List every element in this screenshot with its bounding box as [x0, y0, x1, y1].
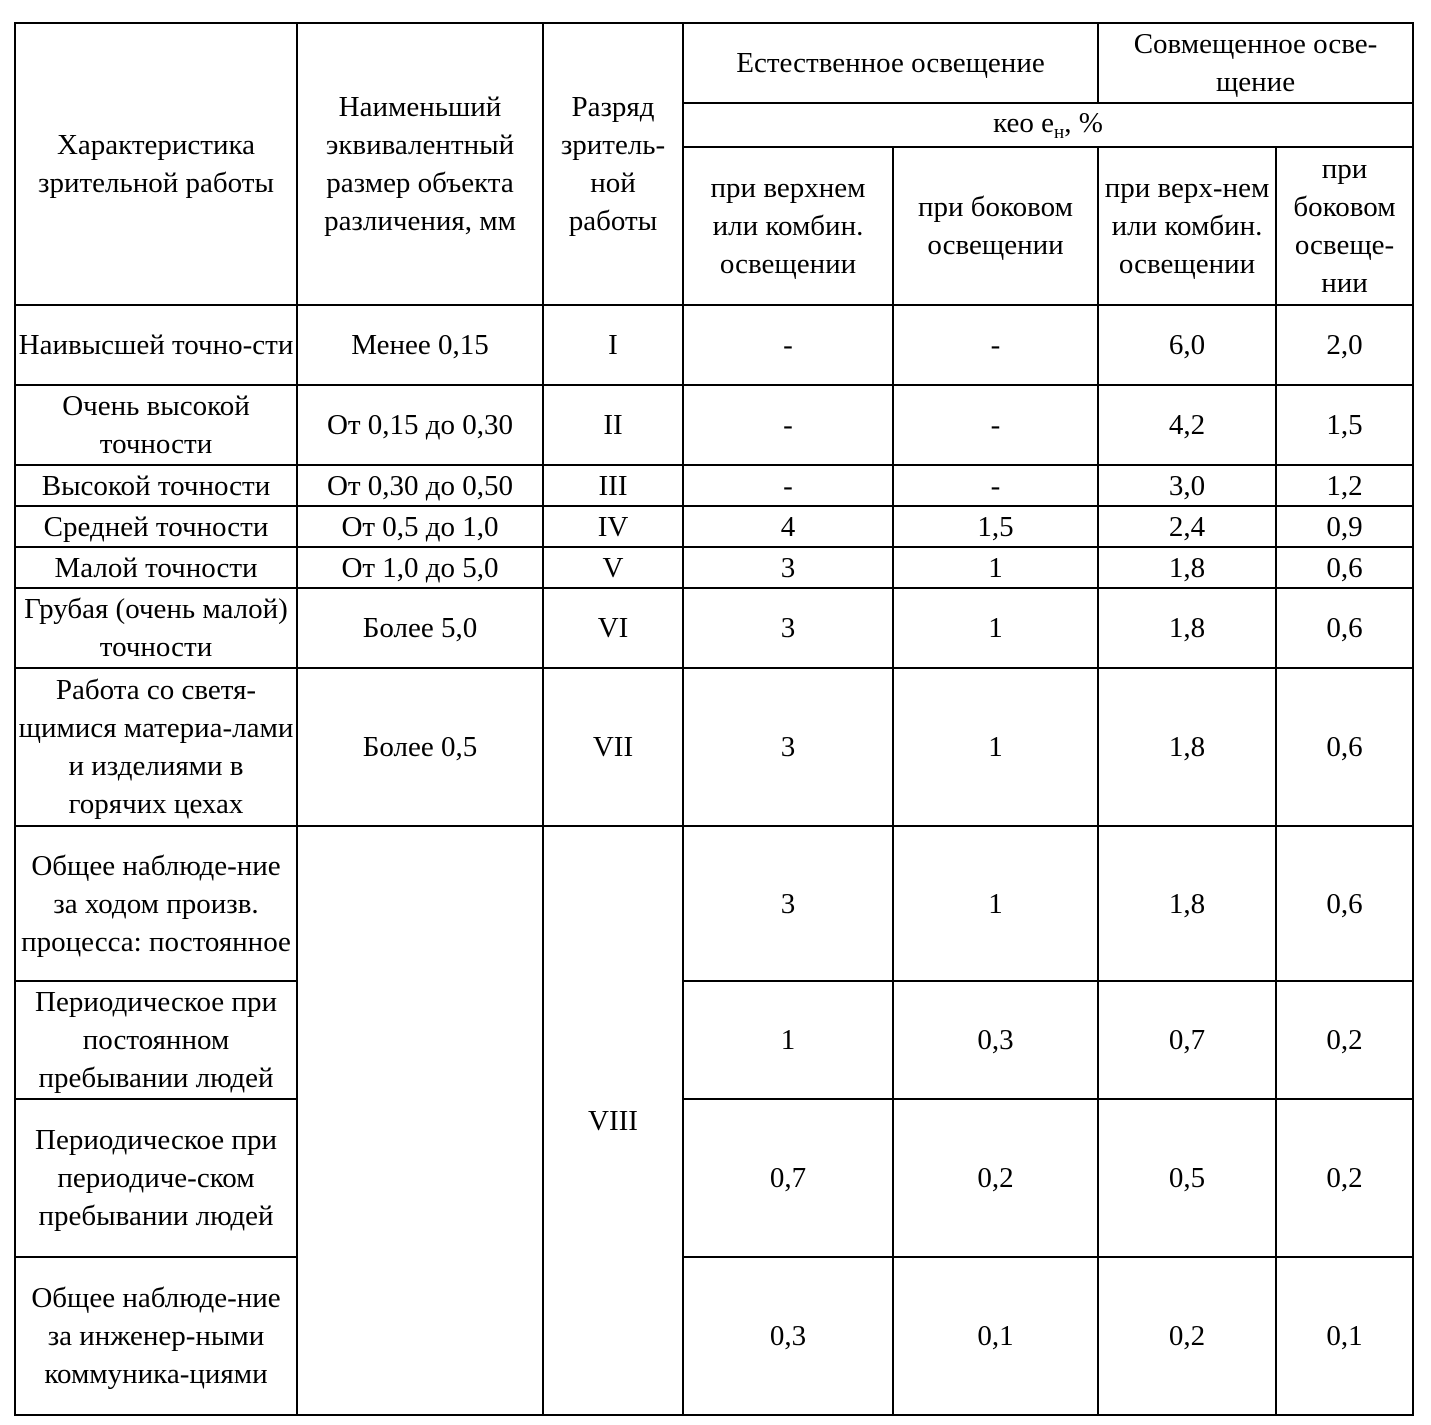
cell-natural-top: - — [683, 465, 893, 506]
cell-combined-side: 0,6 — [1276, 547, 1413, 588]
cell-characteristic: Периодическое при постоянном пребывании людей — [15, 981, 297, 1099]
cell-min-size: От 1,0 до 5,0 — [297, 547, 543, 588]
header-category: Разряд зритель-ной работы — [543, 23, 683, 305]
cell-characteristic: Работа со светя-щимися материа-лами и изделиями в горячих цехах — [15, 668, 297, 826]
table-row — [15, 305, 1413, 385]
cell-natural-top: 1 — [683, 981, 893, 1099]
cell-natural-top: 3 — [683, 588, 893, 668]
cell-combined-side: 0,1 — [1276, 1257, 1413, 1415]
header-combined-side: при боковом освеще-нии — [1276, 147, 1413, 305]
cell-combined-side: 0,2 — [1276, 1099, 1413, 1257]
cell-category: VIII — [543, 826, 683, 1415]
table-row — [15, 506, 1413, 547]
keo-subscript: н — [1054, 122, 1065, 143]
cell-natural-side: 0,3 — [893, 981, 1098, 1099]
table-row — [15, 981, 1413, 1099]
cell-characteristic: Высокой точности — [15, 465, 297, 506]
keo-prefix: кео e — [993, 107, 1055, 139]
cell-natural-side: 1 — [893, 668, 1098, 826]
cell-min-size: Более 0,5 — [297, 668, 543, 826]
header-natural-side: при боковом освещении — [893, 147, 1098, 305]
cell-combined-top: 0,2 — [1098, 1257, 1276, 1415]
cell-combined-top: 4,2 — [1098, 385, 1276, 465]
cell-natural-top: 4 — [683, 506, 893, 547]
table-row — [15, 465, 1413, 506]
table-row — [15, 385, 1413, 465]
cell-natural-top: 3 — [683, 668, 893, 826]
cell-min-size: Менее 0,15 — [297, 305, 543, 385]
cell-combined-side: 0,6 — [1276, 826, 1413, 981]
cell-category: VI — [543, 588, 683, 668]
cell-combined-top: 0,7 — [1098, 981, 1276, 1099]
header-natural-lighting: Естественное освещение — [683, 23, 1098, 103]
cell-natural-side: 0,2 — [893, 1099, 1098, 1257]
header-combined-top: при верх-нем или комбин. освещении — [1098, 147, 1276, 305]
cell-natural-side: - — [893, 465, 1098, 506]
cell-combined-top: 3,0 — [1098, 465, 1276, 506]
cell-characteristic: Периодическое при периодиче-ском пребывании людей — [15, 1099, 297, 1257]
cell-natural-top: 0,7 — [683, 1099, 893, 1257]
cell-characteristic: Средней точности — [15, 506, 297, 547]
cell-min-size: От 0,5 до 1,0 — [297, 506, 543, 547]
cell-combined-side: 0,9 — [1276, 506, 1413, 547]
illumination-norms-table — [14, 22, 1414, 1416]
cell-combined-side: 0,2 — [1276, 981, 1413, 1099]
cell-natural-side: 0,1 — [893, 1257, 1098, 1415]
table-row — [15, 1257, 1413, 1415]
cell-combined-top: 1,8 — [1098, 547, 1276, 588]
cell-combined-top: 2,4 — [1098, 506, 1276, 547]
cell-characteristic: Грубая (очень малой) точности — [15, 588, 297, 668]
cell-combined-top: 0,5 — [1098, 1099, 1276, 1257]
cell-combined-side: 0,6 — [1276, 668, 1413, 826]
cell-category: V — [543, 547, 683, 588]
cell-combined-side: 1,2 — [1276, 465, 1413, 506]
cell-characteristic: Общее наблюде-ние за ходом произв. процесса: постоянное — [15, 826, 297, 981]
cell-category: VII — [543, 668, 683, 826]
cell-category: I — [543, 305, 683, 385]
table-row — [15, 1099, 1413, 1257]
cell-natural-top: 3 — [683, 826, 893, 981]
cell-category: IV — [543, 506, 683, 547]
cell-min-size: От 0,15 до 0,30 — [297, 385, 543, 465]
cell-combined-top: 6,0 — [1098, 305, 1276, 385]
cell-category: II — [543, 385, 683, 465]
table-row — [15, 668, 1413, 826]
cell-natural-top: 3 — [683, 547, 893, 588]
cell-natural-side: - — [893, 385, 1098, 465]
header-characteristic: Характеристика зрительной работы — [15, 23, 297, 305]
cell-min-size — [297, 826, 543, 1415]
table-row — [15, 826, 1413, 981]
cell-natural-side: 1 — [893, 588, 1098, 668]
cell-combined-top: 1,8 — [1098, 588, 1276, 668]
cell-natural-side: - — [893, 305, 1098, 385]
cell-characteristic: Общее наблюде-ние за инженер-ными коммуника-циями — [15, 1257, 297, 1415]
cell-natural-side: 1,5 — [893, 506, 1098, 547]
header-natural-top: при верхнем или комбин. освещении — [683, 147, 893, 305]
cell-characteristic: Наивысшей точно-сти — [15, 305, 297, 385]
table-row — [15, 588, 1413, 668]
keo-suffix: , % — [1064, 107, 1103, 139]
cell-natural-top: - — [683, 305, 893, 385]
cell-min-size: Более 5,0 — [297, 588, 543, 668]
table-row — [15, 547, 1413, 588]
cell-min-size: От 0,30 до 0,50 — [297, 465, 543, 506]
cell-category: III — [543, 465, 683, 506]
cell-characteristic: Малой точности — [15, 547, 297, 588]
cell-combined-top: 1,8 — [1098, 668, 1276, 826]
cell-natural-top: - — [683, 385, 893, 465]
cell-combined-side: 0,6 — [1276, 588, 1413, 668]
cell-combined-side: 1,5 — [1276, 385, 1413, 465]
header-min-size: Наименьший эквивалентный размер объекта различения, мм — [297, 23, 543, 305]
cell-characteristic: Очень высокой точности — [15, 385, 297, 465]
cell-natural-side: 1 — [893, 826, 1098, 981]
header-combined-lighting: Совмещенное осве-щение — [1098, 23, 1413, 103]
header-keo — [683, 103, 1413, 147]
cell-natural-side: 1 — [893, 547, 1098, 588]
cell-combined-top: 1,8 — [1098, 826, 1276, 981]
cell-natural-top: 0,3 — [683, 1257, 893, 1415]
cell-combined-side: 2,0 — [1276, 305, 1413, 385]
